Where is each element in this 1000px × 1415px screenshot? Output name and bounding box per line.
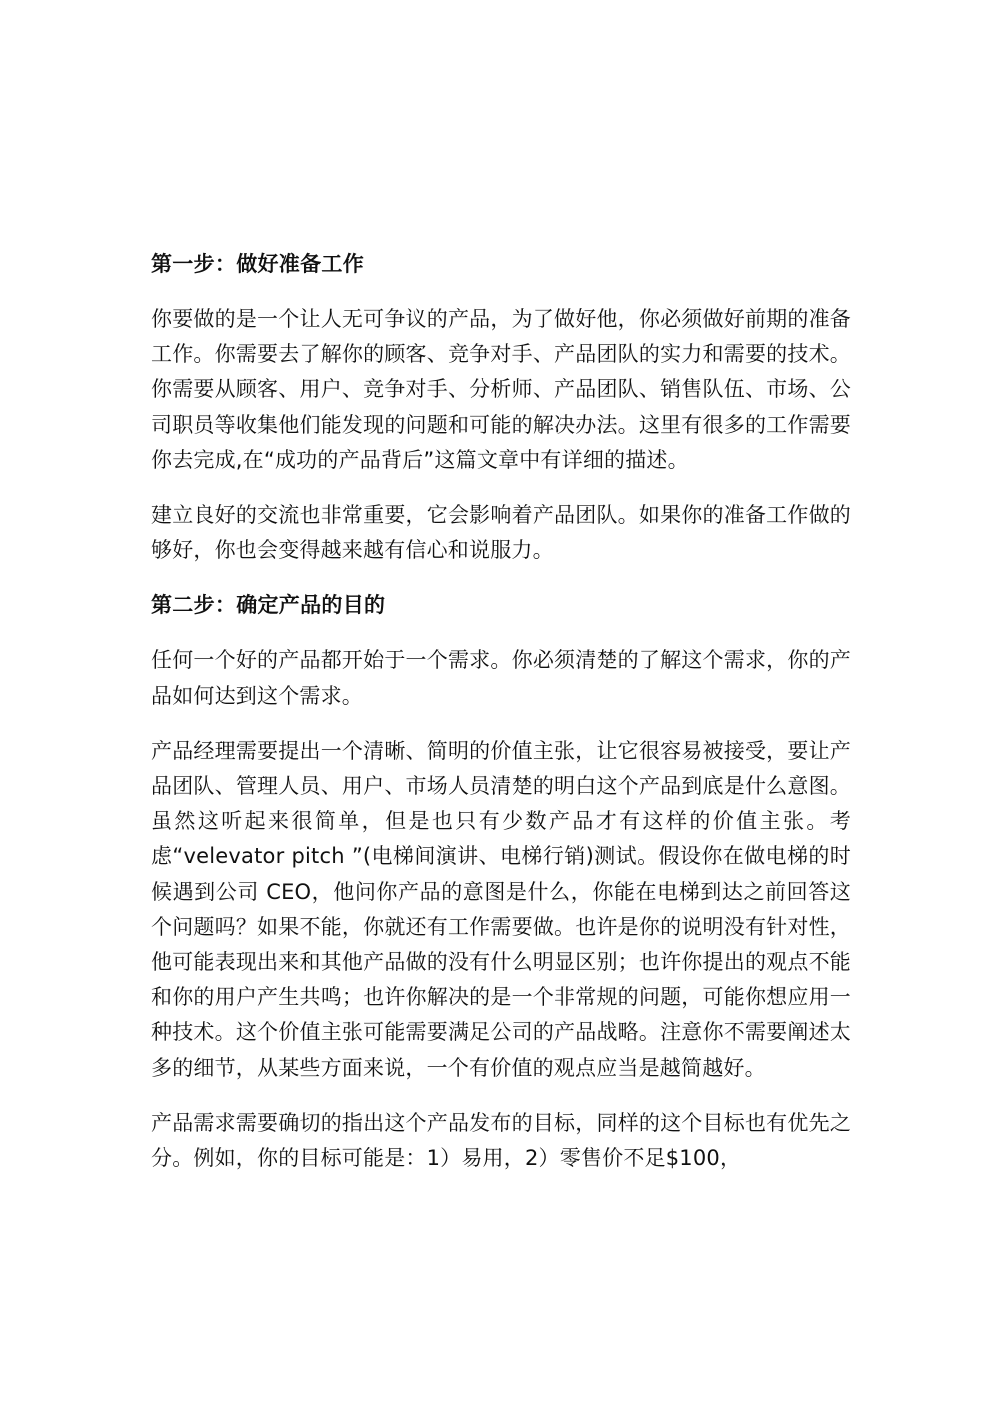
paragraph-goals: 产品需求需要确切的指出这个产品发布的目标，同样的这个目标也有优先之分。例如，你的目标可能是：1）易用，2）零售价不足$100， (151, 1110, 851, 1171)
paragraph-need: 任何一个好的产品都开始于一个需求。你必须清楚的了解这个需求，你的产品如何达到这个需求。 (151, 648, 851, 708)
paragraph-preparation: 你要做的是一个让人无可争议的产品，为了做好他，你必须做好前期的准备工作。你需要去了解你的顾客、竞争对手、产品团队的实力和需要的技术。你需要从顾客、用户、竞争对手、分析师、产品团队、销售队伍、市场、公司职员等收集他们能发现的问题和可能的解决办法。这里有很多的工作需要你去完成,在“成功的产品背后”这篇文章中有详细的描述。 (151, 307, 851, 472)
section-heading-step-1: 第一步：做好准备工作 (151, 252, 364, 276)
paragraph-communication: 建立良好的交流也非常重要，它会影响着产品团队。如果你的准备工作做的够好，你也会变得越来越有信心和说服力。 (151, 503, 851, 563)
section-heading-step-2: 第二步：确定产品的目的 (151, 593, 386, 618)
paragraph-value-proposition: 产品经理需要提出一个清晰、简明的价值主张，让它很容易被接受，要让产品团队、管理人员、用户、市场人员清楚的明白这个产品到底是什么意图。虽然这听起来很简单，但是也只有少数产品才有这样的价值主张。考虑“velevator pitch ”(电梯间演讲、电梯行销)测试。假设你在做电梯的时候遇到公司 CEO，他问你产品的意图是什么，你能在电梯到达之前回答这个问题吗？如果不能，你就还有工作需要做。也许是你的说明没有针对性，他可能表现出来和其他产品做的没有什么明显区别；也许你提出的观点不能和你的用户产生共鸣；也许你解决的是一个非常规的问题，可能你想应用一种技术。这个价值主张可能需要满足公司的产品战略。注意你不需要阐述太多的细节，从某些方面来说，一个有价值的观点应当是越简越好。 (151, 738, 851, 1080)
document-page (151, 247, 851, 1196)
